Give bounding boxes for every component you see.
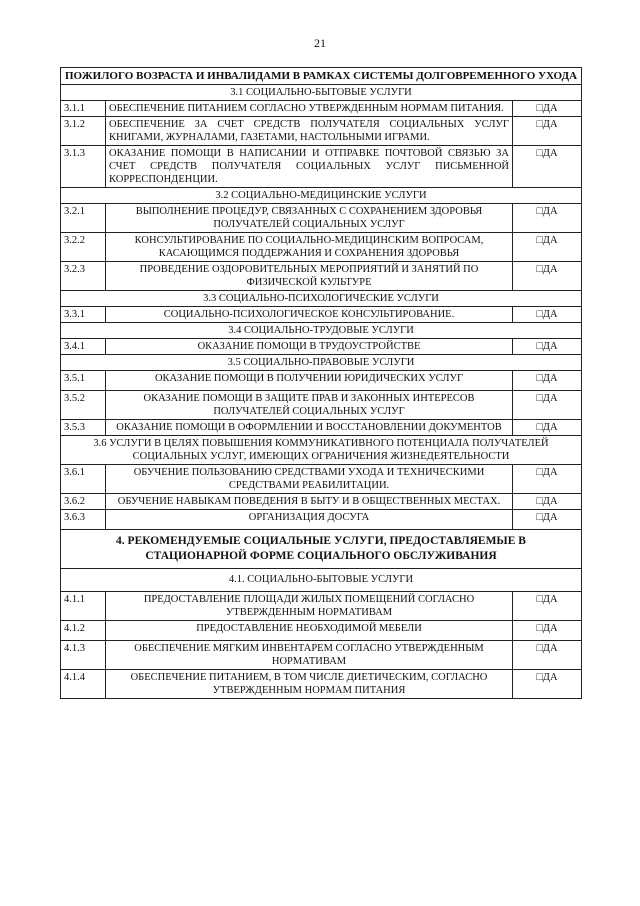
table-row bbox=[61, 146, 582, 188]
service-description: ОРГАНИЗАЦИЯ ДОСУГА bbox=[106, 510, 513, 530]
service-number: 3.1.1 bbox=[61, 101, 106, 117]
table-row bbox=[61, 204, 582, 233]
yes-checkbox[interactable]: □ДА bbox=[513, 592, 582, 621]
yes-checkbox[interactable]: □ДА bbox=[513, 371, 582, 391]
subsection-title: 3.2 СОЦИАЛЬНО-МЕДИЦИНСКИЕ УСЛУГИ bbox=[61, 188, 582, 204]
service-description: ОБЕСПЕЧЕНИЕ ПИТАНИЕМ СОГЛАСНО УТВЕРЖДЕННЫМ НОРМАМ ПИТАНИЯ. bbox=[106, 101, 513, 117]
service-number: 3.5.2 bbox=[61, 391, 106, 420]
table-row bbox=[61, 510, 582, 530]
subsection-row bbox=[61, 323, 582, 339]
table-row bbox=[61, 371, 582, 391]
table-row bbox=[61, 339, 582, 355]
table-row bbox=[61, 117, 582, 146]
service-description: ОБЕСПЕЧЕНИЕ ЗА СЧЕТ СРЕДСТВ ПОЛУЧАТЕЛЯ СОЦИАЛЬНЫХ УСЛУГ КНИГАМИ, ЖУРНАЛАМИ, ГАЗЕТАМИ, НАСТОЛЬНЫМИ ИГРАМИ. bbox=[106, 117, 513, 146]
subsection-title: 3.3 СОЦИАЛЬНО-ПСИХОЛОГИЧЕСКИЕ УСЛУГИ bbox=[61, 291, 582, 307]
table-row bbox=[61, 307, 582, 323]
subsection-title: 4.1. СОЦИАЛЬНО-БЫТОВЫЕ УСЛУГИ bbox=[61, 569, 582, 592]
yes-checkbox[interactable]: □ДА bbox=[513, 117, 582, 146]
service-description: КОНСУЛЬТИРОВАНИЕ ПО СОЦИАЛЬНО-МЕДИЦИНСКИМ ВОПРОСАМ, КАСАЮЩИМСЯ ПОДДЕРЖАНИЯ И СОХРАНЕНИЯ ЗДОРОВЬЯ bbox=[106, 233, 513, 262]
service-number: 3.3.1 bbox=[61, 307, 106, 323]
yes-checkbox[interactable]: □ДА bbox=[513, 391, 582, 420]
table-row bbox=[61, 592, 582, 621]
table-row bbox=[61, 494, 582, 510]
service-number: 3.2.2 bbox=[61, 233, 106, 262]
yes-checkbox[interactable]: □ДА bbox=[513, 204, 582, 233]
subsection-row bbox=[61, 85, 582, 101]
table-row bbox=[61, 670, 582, 699]
service-number: 4.1.1 bbox=[61, 592, 106, 621]
yes-checkbox[interactable]: □ДА bbox=[513, 510, 582, 530]
table-row bbox=[61, 233, 582, 262]
service-number: 4.1.3 bbox=[61, 641, 106, 670]
yes-checkbox[interactable]: □ДА bbox=[513, 670, 582, 699]
table-row bbox=[61, 465, 582, 494]
subsection-row bbox=[61, 188, 582, 204]
table-row bbox=[61, 621, 582, 641]
section-header: ПОЖИЛОГО ВОЗРАСТА И ИНВАЛИДАМИ В РАМКАХ СИСТЕМЫ ДОЛГОВРЕМЕННОГО УХОДА bbox=[61, 68, 582, 85]
service-description: ОКАЗАНИЕ ПОМОЩИ В ОФОРМЛЕНИИ И ВОССТАНОВЛЕНИИ ДОКУМЕНТОВ bbox=[106, 420, 513, 436]
table-row bbox=[61, 641, 582, 670]
subsection-title: 3.4 СОЦИАЛЬНО-ТРУДОВЫЕ УСЛУГИ bbox=[61, 323, 582, 339]
yes-checkbox[interactable]: □ДА bbox=[513, 641, 582, 670]
table-row bbox=[61, 262, 582, 291]
service-description: ОКАЗАНИЕ ПОМОЩИ В ТРУДОУСТРОЙСТВЕ bbox=[106, 339, 513, 355]
subsection-row bbox=[61, 436, 582, 465]
yes-checkbox[interactable]: □ДА bbox=[513, 262, 582, 291]
yes-checkbox[interactable]: □ДА bbox=[513, 621, 582, 641]
service-description: ПРОВЕДЕНИЕ ОЗДОРОВИТЕЛЬНЫХ МЕРОПРИЯТИЙ И ЗАНЯТИЙ ПО ФИЗИЧЕСКОЙ КУЛЬТУРЕ bbox=[106, 262, 513, 291]
subsection-title: 3.1 СОЦИАЛЬНО-БЫТОВЫЕ УСЛУГИ bbox=[61, 85, 582, 101]
yes-checkbox[interactable]: □ДА bbox=[513, 339, 582, 355]
service-number: 3.2.3 bbox=[61, 262, 106, 291]
yes-checkbox[interactable]: □ДА bbox=[513, 420, 582, 436]
service-number: 3.6.2 bbox=[61, 494, 106, 510]
subsection-row bbox=[61, 569, 582, 592]
subsection-row bbox=[61, 291, 582, 307]
service-description: ОКАЗАНИЕ ПОМОЩИ В ПОЛУЧЕНИИ ЮРИДИЧЕСКИХ УСЛУГ bbox=[106, 371, 513, 391]
service-number: 3.5.1 bbox=[61, 371, 106, 391]
service-description: ВЫПОЛНЕНИЕ ПРОЦЕДУР, СВЯЗАННЫХ С СОХРАНЕНИЕМ ЗДОРОВЬЯ ПОЛУЧАТЕЛЕЙ СОЦИАЛЬНЫХ УСЛУГ bbox=[106, 204, 513, 233]
table-header-row bbox=[61, 68, 582, 85]
subsection-row bbox=[61, 355, 582, 371]
service-description: ОБУЧЕНИЕ ПОЛЬЗОВАНИЮ СРЕДСТВАМИ УХОДА И ТЕХНИЧЕСКИМИ СРЕДСТВАМИ РЕАБИЛИТАЦИИ. bbox=[106, 465, 513, 494]
table-row bbox=[61, 420, 582, 436]
subsection-title: 3.5 СОЦИАЛЬНО-ПРАВОВЫЕ УСЛУГИ bbox=[61, 355, 582, 371]
table-row bbox=[61, 391, 582, 420]
service-number: 3.6.1 bbox=[61, 465, 106, 494]
service-description: ОБУЧЕНИЕ НАВЫКАМ ПОВЕДЕНИЯ В БЫТУ И В ОБЩЕСТВЕННЫХ МЕСТАХ. bbox=[106, 494, 513, 510]
yes-checkbox[interactable]: □ДА bbox=[513, 233, 582, 262]
service-number: 3.2.1 bbox=[61, 204, 106, 233]
service-description: ОБЕСПЕЧЕНИЕ ПИТАНИЕМ, В ТОМ ЧИСЛЕ ДИЕТИЧЕСКИМ, СОГЛАСНО УТВЕРЖДЕННЫМ НОРМАМ ПИТАНИЯ bbox=[106, 670, 513, 699]
service-number: 3.6.3 bbox=[61, 510, 106, 530]
section-row bbox=[61, 530, 582, 569]
service-description: ПРЕДОСТАВЛЕНИЕ НЕОБХОДИМОЙ МЕБЕЛИ bbox=[106, 621, 513, 641]
service-number: 3.1.2 bbox=[61, 117, 106, 146]
table-row bbox=[61, 101, 582, 117]
service-number: 4.1.2 bbox=[61, 621, 106, 641]
yes-checkbox[interactable]: □ДА bbox=[513, 307, 582, 323]
service-description: ОКАЗАНИЕ ПОМОЩИ В ЗАЩИТЕ ПРАВ И ЗАКОННЫХ ИНТЕРЕСОВ ПОЛУЧАТЕЛЕЙ СОЦИАЛЬНЫХ УСЛУГ bbox=[106, 391, 513, 420]
service-number: 3.5.3 bbox=[61, 420, 106, 436]
yes-checkbox[interactable]: □ДА bbox=[513, 465, 582, 494]
service-description: ОКАЗАНИЕ ПОМОЩИ В НАПИСАНИИ И ОТПРАВКЕ ПОЧТОВОЙ СВЯЗЬЮ ЗА СЧЕТ СРЕДСТВ ПОЛУЧАТЕЛЯ СОЦИАЛЬНЫХ УСЛУГ ПИСЬМЕННОЙ КОРРЕСПОНДЕНЦИИ. bbox=[106, 146, 513, 188]
yes-checkbox[interactable]: □ДА bbox=[513, 146, 582, 188]
service-number: 3.1.3 bbox=[61, 146, 106, 188]
service-number: 3.4.1 bbox=[61, 339, 106, 355]
service-description: ПРЕДОСТАВЛЕНИЕ ПЛОЩАДИ ЖИЛЫХ ПОМЕЩЕНИЙ СОГЛАСНО УТВЕРЖДЕННЫМ НОРМАТИВАМ bbox=[106, 592, 513, 621]
subsection-title: 3.6 УСЛУГИ В ЦЕЛЯХ ПОВЫШЕНИЯ КОММУНИКАТИВНОГО ПОТЕНЦИАЛА ПОЛУЧАТЕЛЕЙ СОЦИАЛЬНЫХ УСЛУГ, ИМЕЮЩИХ ОГРАНИЧЕНИЯ ЖИЗНЕДЕЯТЕЛЬНОСТИ bbox=[61, 436, 582, 465]
services-table bbox=[60, 67, 582, 699]
yes-checkbox[interactable]: □ДА bbox=[513, 494, 582, 510]
service-description: СОЦИАЛЬНО-ПСИХОЛОГИЧЕСКОЕ КОНСУЛЬТИРОВАНИЕ. bbox=[106, 307, 513, 323]
page-number: 21 bbox=[314, 36, 326, 50]
service-description: ОБЕСПЕЧЕНИЕ МЯГКИМ ИНВЕНТАРЕМ СОГЛАСНО УТВЕРЖДЕННЫМ НОРМАТИВАМ bbox=[106, 641, 513, 670]
service-number: 4.1.4 bbox=[61, 670, 106, 699]
yes-checkbox[interactable]: □ДА bbox=[513, 101, 582, 117]
section-title: 4. РЕКОМЕНДУЕМЫЕ СОЦИАЛЬНЫЕ УСЛУГИ, ПРЕДОСТАВЛЯЕМЫЕ В СТАЦИОНАРНОЙ ФОРМЕ СОЦИАЛЬНОГО ОБСЛУЖИВАНИЯ bbox=[61, 530, 582, 569]
